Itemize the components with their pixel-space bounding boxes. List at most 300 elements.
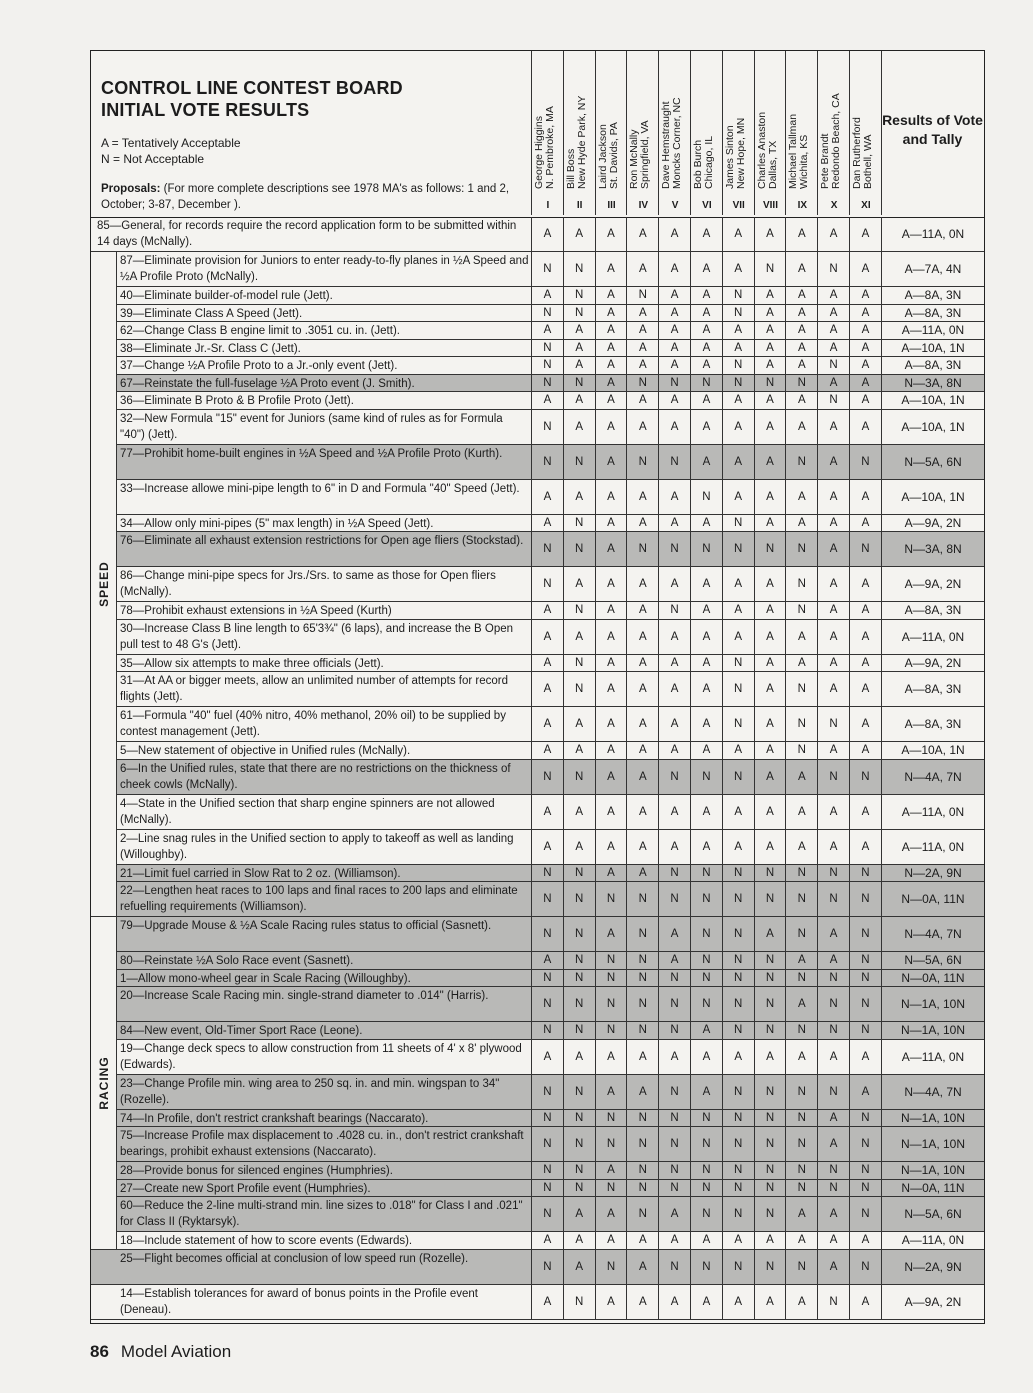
vote-cell: A [531, 1040, 563, 1074]
vote-cell: N [563, 287, 595, 304]
vote-cell: A [658, 1232, 690, 1249]
vote-cell: A [595, 865, 627, 882]
vote-cell: N [785, 1162, 817, 1179]
vote-cell: A [595, 655, 627, 672]
vote-cell: A [849, 620, 881, 654]
vote-cell: N [531, 357, 563, 374]
tally-cell: A—11A, 0N [881, 795, 984, 829]
vote-cell: N [531, 987, 563, 1021]
vote-cell: N [754, 1127, 786, 1161]
judge-name: Michael Tallman Wichita, KS [787, 113, 811, 189]
vote-cell: N [785, 882, 817, 916]
vote-cell: A [849, 515, 881, 532]
vote-cell: N [754, 882, 786, 916]
vote-cell: N [690, 375, 722, 392]
vote-cell: N [531, 1250, 563, 1284]
vote-cell: A [595, 620, 627, 654]
proposal-row [91, 707, 984, 742]
vote-cell: N [849, 1180, 881, 1197]
vote-cell: A [785, 1232, 817, 1249]
vote-cell: A [849, 305, 881, 322]
judge-name: James Sinton New Hope, MN [723, 117, 747, 189]
vote-cell: A [531, 322, 563, 339]
vote-cell: A [785, 760, 817, 794]
proposal-text: 14—Establish tolerances for award of bonus points in the Profile event (Deneau). [120, 1287, 478, 1316]
vote-cell: N [690, 882, 722, 916]
tally-cell: A—10A, 1N [881, 340, 984, 357]
vote-cell: N [849, 532, 881, 566]
vote-cell: A [595, 672, 627, 706]
vote-cell: A [658, 287, 690, 304]
vote-cell: N [785, 1127, 817, 1161]
vote-cell: N [817, 987, 849, 1021]
proposal-text: 62—Change Class B engine limit to .3051 cu. in. (Jett). [120, 325, 400, 337]
judge-number: III [607, 200, 616, 211]
vote-cell: A [722, 322, 754, 339]
vote-cell: A [690, 305, 722, 322]
legend-not-acceptable: N = Not Acceptable [101, 152, 205, 166]
vote-cell: N [849, 445, 881, 479]
vote-cell: A [626, 655, 658, 672]
vote-cell: A [595, 287, 627, 304]
vote-cell: N [849, 917, 881, 951]
vote-cell: N [754, 1250, 786, 1284]
vote-cell: N [754, 252, 786, 286]
vote-cell: A [563, 480, 595, 514]
vote-cell: N [595, 1022, 627, 1039]
vote-cell: N [722, 760, 754, 794]
vote-cell: N [817, 970, 849, 987]
tally-cell: N—4A, 7N [881, 917, 984, 951]
vote-cell: N [690, 987, 722, 1021]
vote-cell: A [531, 672, 563, 706]
proposal-row [91, 445, 984, 480]
tally-cell: A—9A, 2N [881, 567, 984, 601]
proposal-row [91, 917, 984, 952]
proposal-row [91, 515, 984, 533]
vote-cell: N [626, 445, 658, 479]
vote-cell: N [626, 1022, 658, 1039]
vote-cell: N [817, 392, 849, 409]
vote-cell: A [817, 1040, 849, 1074]
vote-cell: N [563, 760, 595, 794]
vote-cell: N [754, 532, 786, 566]
vote-cell: N [626, 882, 658, 916]
vote-cell: A [849, 480, 881, 514]
vote-cell: N [754, 1110, 786, 1127]
tally-cell: A—8A, 3N [881, 287, 984, 304]
tally-cell: A—10A, 1N [881, 410, 984, 444]
judge-name: George Higgins N. Pembroke, MA [533, 106, 556, 189]
judge-column-2 [563, 51, 596, 215]
vote-cell: A [690, 515, 722, 532]
tally-cell: A—11A, 0N [881, 1232, 984, 1249]
proposal-row [91, 1250, 984, 1285]
tally-cell: N—1A, 10N [881, 1162, 984, 1179]
vote-cell: A [690, 1285, 722, 1319]
vote-cell: N [626, 1162, 658, 1179]
vote-cell: N [626, 952, 658, 969]
vote-cell: A [690, 620, 722, 654]
vote-cell: N [626, 917, 658, 951]
vote-cell: N [785, 742, 817, 759]
tally-cell: A—9A, 2N [881, 1285, 984, 1319]
vote-cell: A [817, 287, 849, 304]
vote-cell: N [563, 602, 595, 619]
vote-cell: N [563, 952, 595, 969]
vote-cell: N [531, 252, 563, 286]
vote-cell: A [690, 1040, 722, 1074]
judge-name: Ron McNally Springfield, VA [628, 120, 652, 189]
vote-cell: A [754, 515, 786, 532]
vote-cell: A [849, 1075, 881, 1109]
vote-cell: N [722, 1180, 754, 1197]
judge-column-3 [595, 51, 628, 215]
vote-cell: A [658, 515, 690, 532]
vote-cell: A [563, 340, 595, 357]
vote-cell: A [817, 480, 849, 514]
proposal-text: 18—Include statement of how to score events (Edwards). [120, 1235, 413, 1247]
section-label-speed [91, 252, 117, 917]
vote-cell: A [785, 1285, 817, 1319]
vote-cell: N [595, 1180, 627, 1197]
vote-cell: A [849, 1040, 881, 1074]
vote-cell: N [785, 1110, 817, 1127]
vote-cell: N [722, 1197, 754, 1231]
vote-cell: N [722, 917, 754, 951]
vote-cell: N [658, 987, 690, 1021]
vote-cell: A [595, 1040, 627, 1074]
vote-cell: A [785, 515, 817, 532]
vote-cell: A [658, 392, 690, 409]
vote-cell: N [722, 1127, 754, 1161]
tally-cell: A—10A, 1N [881, 742, 984, 759]
vote-cell: A [658, 742, 690, 759]
vote-cell: A [595, 602, 627, 619]
judge-number: VI [702, 200, 712, 211]
vote-cell: A [690, 567, 722, 601]
vote-cell: A [658, 340, 690, 357]
vote-cell: A [658, 830, 690, 864]
tally-cell: A—10A, 1N [881, 480, 984, 514]
vote-cell: A [817, 830, 849, 864]
vote-cell: A [690, 672, 722, 706]
vote-cell: A [658, 707, 690, 741]
vote-cell: N [626, 287, 658, 304]
vote-cell: N [785, 375, 817, 392]
vote-cell: A [531, 217, 563, 251]
vote-cell: N [595, 952, 627, 969]
vote-cell: A [754, 392, 786, 409]
legend-acceptable: A = Tentatively Acceptable [101, 136, 241, 150]
vote-cell: N [563, 1022, 595, 1039]
vote-cell: N [595, 970, 627, 987]
vote-cell: A [754, 480, 786, 514]
vote-cell: N [563, 1127, 595, 1161]
vote-cell: A [722, 620, 754, 654]
vote-cell: A [626, 865, 658, 882]
vote-cell: A [658, 952, 690, 969]
proposal-row [91, 340, 984, 358]
vote-cell: A [690, 1022, 722, 1039]
vote-cell: A [754, 655, 786, 672]
proposal-row [91, 252, 984, 287]
publication-name: Model Aviation [120, 1342, 232, 1361]
vote-cell: A [722, 567, 754, 601]
vote-cell: N [849, 865, 881, 882]
vote-cell: A [785, 322, 817, 339]
vote-cell: A [817, 672, 849, 706]
vote-cell: A [817, 620, 849, 654]
vote-cell: N [658, 1162, 690, 1179]
judge-name: Pete Brandt Redondo Beach, CA [819, 93, 843, 189]
proposal-text: 39—Eliminate Class A Speed (Jett). [120, 307, 303, 320]
tally-cell: A—8A, 3N [881, 357, 984, 374]
vote-cell: N [754, 865, 786, 882]
vote-cell: N [626, 987, 658, 1021]
vote-cell: N [563, 1180, 595, 1197]
proposal-row [91, 375, 984, 393]
vote-cell: A [722, 392, 754, 409]
vote-cell: A [658, 1285, 690, 1319]
vote-cell: N [531, 305, 563, 322]
vote-cell: N [722, 305, 754, 322]
proposal-text: 31—At AA or bigger meets, allow an unlimited number of attempts for record flights (Jett). [120, 675, 508, 703]
tally-cell: A—9A, 2N [881, 515, 984, 532]
vote-cell: A [531, 620, 563, 654]
vote-cell: A [849, 392, 881, 409]
vote-cell: A [595, 1232, 627, 1249]
vote-cell: A [849, 830, 881, 864]
vote-cell: A [595, 795, 627, 829]
tally-cell: N—2A, 9N [881, 865, 984, 882]
vote-cell: A [722, 445, 754, 479]
vote-cell: A [690, 707, 722, 741]
vote-cell: A [658, 322, 690, 339]
vote-cell: A [626, 707, 658, 741]
proposal-text: 21—Limit fuel carried in Slow Rat to 2 oz. (Williamson). [120, 867, 401, 880]
vote-cell: N [531, 1197, 563, 1231]
vote-cell: A [626, 760, 658, 794]
vote-cell: A [754, 322, 786, 339]
proposal-row [91, 830, 984, 865]
vote-cell: N [563, 1285, 595, 1319]
vote-cell: A [754, 1285, 786, 1319]
vote-cell: A [817, 917, 849, 951]
vote-cell: N [817, 1022, 849, 1039]
vote-cell: N [690, 917, 722, 951]
vote-cell: N [595, 1250, 627, 1284]
vote-cell: A [722, 1285, 754, 1319]
vote-cell: A [658, 1040, 690, 1074]
vote-cell: N [849, 1127, 881, 1161]
vote-cell: A [531, 480, 563, 514]
proposal-row [91, 672, 984, 707]
vote-cell: N [563, 1075, 595, 1109]
vote-cell: N [849, 970, 881, 987]
vote-cell: A [626, 1232, 658, 1249]
vote-cell: N [722, 357, 754, 374]
vote-cell: A [817, 1197, 849, 1231]
vote-cell: A [785, 1197, 817, 1231]
vote-cell: A [849, 410, 881, 444]
judge-name: Bill Boss New Hyde Park, NY [564, 95, 588, 189]
vote-cell: N [690, 1250, 722, 1284]
vote-cell: N [531, 1127, 563, 1161]
vote-cell: A [626, 567, 658, 601]
vote-cell: N [690, 1197, 722, 1231]
vote-cell: A [722, 602, 754, 619]
vote-cell: N [563, 445, 595, 479]
vote-cell: N [626, 1127, 658, 1161]
vote-cell: A [595, 410, 627, 444]
vote-cell: N [595, 1127, 627, 1161]
proposal-row [91, 1197, 984, 1232]
vote-cell: N [563, 515, 595, 532]
vote-cell: A [563, 830, 595, 864]
vote-cell: A [785, 357, 817, 374]
vote-cell: N [531, 375, 563, 392]
vote-cell: A [785, 987, 817, 1021]
vote-cell: N [785, 970, 817, 987]
vote-cell: A [817, 305, 849, 322]
tally-cell: N—4A, 7N [881, 1075, 984, 1109]
vote-cell: A [817, 1250, 849, 1284]
vote-cell: A [754, 672, 786, 706]
vote-cell: A [595, 392, 627, 409]
vote-cell: A [754, 305, 786, 322]
vote-cell: N [626, 532, 658, 566]
vote-cell: N [817, 760, 849, 794]
tally-cell: A—8A, 3N [881, 602, 984, 619]
vote-cell: A [849, 567, 881, 601]
vote-cell: A [595, 1162, 627, 1179]
vote-cell: N [531, 1180, 563, 1197]
proposal-row [91, 742, 984, 760]
judge-number: I [546, 200, 550, 211]
tally-cell: N—1A, 10N [881, 987, 984, 1021]
proposal-text: 1—Allow mono-wheel gear in Scale Racing (Willoughby). [120, 972, 411, 985]
vote-cell: A [563, 742, 595, 759]
vote-cell: A [658, 672, 690, 706]
vote-cell: A [626, 742, 658, 759]
vote-results-table [90, 50, 985, 1324]
judge-column-10 [817, 51, 850, 215]
proposal-text: 79—Upgrade Mouse & ½A Scale Racing rules status to official (Sasnett). [120, 920, 492, 932]
section-label-text: SPEED [96, 561, 111, 607]
judge-number: XI [861, 200, 871, 211]
vote-cell: A [563, 795, 595, 829]
proposal-row [91, 305, 984, 323]
title-line-1: CONTROL LINE CONTEST BOARD [101, 78, 403, 98]
proposal-text: 38—Eliminate Jr.-Sr. Class C (Jett). [120, 342, 301, 355]
vote-cell: A [626, 392, 658, 409]
vote-cell: N [722, 865, 754, 882]
vote-cell: N [722, 970, 754, 987]
vote-cell: N [754, 952, 786, 969]
section-label-text: RACING [96, 1056, 111, 1110]
judge-column-11 [849, 51, 882, 215]
tally-cell: A—9A, 2N [881, 655, 984, 672]
vote-cell: N [531, 917, 563, 951]
vote-cell: A [754, 707, 786, 741]
proposal-row [91, 1285, 984, 1320]
vote-cell: A [690, 410, 722, 444]
judge-column-5 [658, 51, 691, 215]
proposal-row [91, 987, 984, 1022]
vote-cell: A [754, 1040, 786, 1074]
vote-cell: N [690, 952, 722, 969]
vote-cell: A [563, 1040, 595, 1074]
vote-cell: A [626, 830, 658, 864]
proposal-row [91, 865, 984, 883]
vote-cell: A [754, 742, 786, 759]
vote-cell: A [722, 340, 754, 357]
tally-cell: A—11A, 0N [881, 830, 984, 864]
proposal-row [91, 1022, 984, 1040]
vote-cell: A [690, 252, 722, 286]
judge-column-6 [690, 51, 723, 215]
proposals-note [101, 181, 531, 213]
vote-cell: N [690, 480, 722, 514]
vote-cell: A [595, 340, 627, 357]
tally-cell: N—4A, 7N [881, 760, 984, 794]
vote-cell: N [785, 707, 817, 741]
vote-cell: A [722, 830, 754, 864]
tally-cell: N—1A, 10N [881, 1110, 984, 1127]
vote-cell: A [785, 952, 817, 969]
vote-cell: A [754, 760, 786, 794]
proposal-text: 2—Line snag rules in the Unified section to apply to takeoff as well as landing (Willoughby). [120, 832, 514, 861]
vote-cell: A [690, 742, 722, 759]
vote-cell: A [595, 917, 627, 951]
vote-cell: A [817, 655, 849, 672]
proposal-text: 22—Lengthen heat races to 100 laps and final races to 200 laps and eliminate refuelling requirements (Williamson). [120, 885, 518, 913]
vote-cell: N [754, 970, 786, 987]
judge-name: Laird Jackson St. Davids, PA [596, 122, 620, 189]
vote-cell: N [531, 1162, 563, 1179]
vote-cell: N [722, 287, 754, 304]
vote-cell: A [626, 1250, 658, 1284]
proposal-row [91, 655, 984, 673]
vote-cell: N [626, 375, 658, 392]
vote-cell: N [658, 1075, 690, 1109]
vote-cell: A [754, 795, 786, 829]
vote-cell: A [817, 742, 849, 759]
vote-cell: A [754, 357, 786, 374]
vote-cell: A [563, 707, 595, 741]
judge-name: Dave Hemstraught Moncks Corner, NC [660, 97, 684, 189]
tally-cell: A—8A, 3N [881, 707, 984, 741]
vote-cell: N [658, 1180, 690, 1197]
vote-cell: A [690, 340, 722, 357]
vote-cell: A [626, 480, 658, 514]
vote-cell: A [595, 252, 627, 286]
vote-cell: N [563, 970, 595, 987]
vote-cell: N [690, 865, 722, 882]
vote-cell: N [754, 1162, 786, 1179]
vote-cell: A [817, 445, 849, 479]
vote-cell: N [595, 1110, 627, 1127]
vote-cell: N [531, 410, 563, 444]
proposal-text: 28—Provide bonus for silenced engines (Humphries). [120, 1165, 393, 1177]
vote-cell: A [531, 602, 563, 619]
vote-cell: A [531, 707, 563, 741]
vote-cell: A [595, 760, 627, 794]
tally-cell: N—5A, 6N [881, 445, 984, 479]
judge-number: IV [638, 200, 649, 211]
judge-number: VIII [762, 200, 778, 211]
